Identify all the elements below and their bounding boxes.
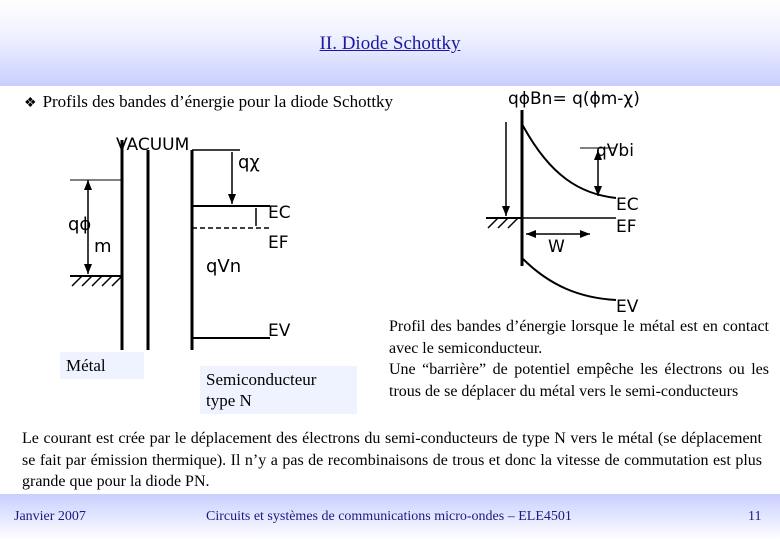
ev-label: EV [268,321,291,341]
vacuum-label: VACUUM [116,135,190,155]
footer-page-number: 11 [748,509,762,524]
bullet-text: Profils des bandes d’énergie pour la diode Schottky [42,92,394,111]
ef-label-right: EF [616,217,637,237]
semiconductor-label [200,366,357,414]
qvn-label: qVn [206,256,242,277]
formula-label: qϕBn= q(ϕm-χ) [508,89,640,109]
metal-label: Métal [60,352,144,379]
left-band-diagram [60,128,310,350]
ef-label: EF [268,233,289,253]
diamond-bullet-icon: ❖ [24,96,37,111]
metal-hatching-right [488,218,518,228]
w-arrow-left [526,230,536,238]
semiconductor-label-line1: Semiconducteur [206,370,317,389]
conduction-band-curve [522,124,616,198]
ev-label-right: EV [616,297,639,314]
profile-paragraph-1: Profil des bandes d’énergie lorsque le métal est en contact avec le semiconducteur. [389,318,769,357]
semiconductor-label-line2: type N [206,391,252,410]
footer-date: Janvier 2007 [14,509,86,524]
right-band-diagram [480,86,650,314]
m-label: m [94,236,112,257]
footer-course: Circuits et systèmes de communications micro-ondes – ELE4501 [206,509,572,524]
profile-paragraph-2: Une “barrière” de potentiel empêche les électrons ou les trous de se déplacer du métal vers le semi-conducteurs [389,361,769,400]
current-description: Le courant est crée par le déplacement des électrons du semi-conducteurs de type N vers le métal (se déplacement se fait par émission thermique). Il n’y a pas de recombinaisons de trous et donc la vitesse de commutation est plus grande que pour la diode PN. [22,430,762,490]
metal-hatching [72,276,122,286]
qphi-arrow-bottom [84,264,92,274]
w-label: W [548,237,565,257]
qvbi-label: qVbi [596,141,634,161]
w-arrow-right [580,230,590,238]
ec-label: EC [268,203,291,223]
qphi-arrow-top [84,180,92,190]
profile-description [389,316,769,402]
slide-title: II. Diode Schottky [319,33,461,54]
qchi-label: qχ [238,152,260,173]
qchi-arrow-bottom [228,194,236,204]
barrier-arrow-bottom [502,206,510,216]
qphi-label: qϕ [68,214,92,235]
valence-band-curve [522,258,616,300]
ec-label-right: EC [616,195,639,215]
bullet-line [24,92,393,112]
